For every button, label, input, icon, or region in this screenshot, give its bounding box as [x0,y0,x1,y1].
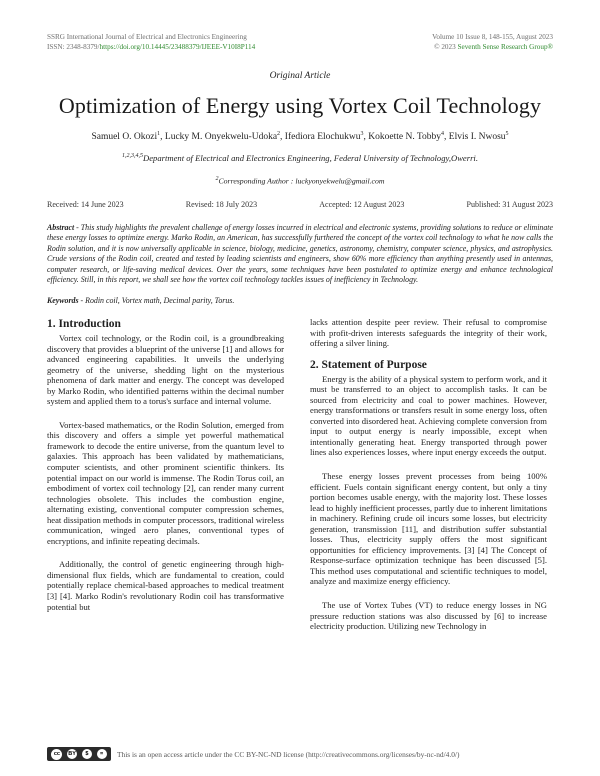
section-title-statement-of-purpose: 2. Statement of Purpose [310,358,427,371]
by-icon: BY [68,751,76,757]
journal-name: SSRG International Journal of Electrical and Electronics Engineering [47,33,247,41]
abstract [47,223,553,285]
affiliation-sup: 1,2,3,4,5 [122,153,144,160]
paragraph: These energy losses prevent processes from being 100% efficient. Fuels contain significant energy content, but only a tiny portion becomes usable energy, with the majority lost. These losses lead to highly inefficient processes, partly due to inherent limitations in machinery. Refining crude oil incurs some losses, but electricity generation, transmission [11], and distribution suffer substantial losses. Thus, electricity supply offers the most significant opportunities for efficiency improvements. [3] [4] The Concept of Response-surface optimization technique has been discussed [5]. This method uses computational and scientific techniques to model, analyze and maximize energy efficiency. [310,471,547,587]
accepted-date: Accepted: 12 August 2023 [319,200,405,209]
doi-link[interactable]: https://doi.org/10.14445/23488379/IJEEE-V10I8P114 [99,42,256,51]
received-date: Received: 14 June 2023 [47,200,124,209]
volume-info: Volume 10 Issue 8, 148-155, August 2023 [432,33,553,41]
right-column [310,317,547,632]
author-name: Kokoette N. Tobby [368,132,442,143]
license-footer [47,746,553,762]
paragraph: The use of Vortex Tubes (VT) to reduce energy losses in NG pressure reduction stations was also discussed by [6] to increase electricity production. Utilizing new Technology in [310,600,547,632]
cc-license-badge[interactable] [47,747,111,761]
history-dates [47,200,553,209]
abstract-text: - This study highlights the prevalent challenge of energy losses incurred in electrical and electronic systems, providing solutions to reduce or eliminate these energy losses to optimize energy. Marko Rodin, an American, has successfully furthered the concept of the vortex coil technology to what he now calls the Rodin solution, and it is now universally applicable in science, biology, medicine, genetics, astronomy, chemistry, computer science, physics, and astrophysics. Crude versions of the Rodin coil, created and tested by leading scientists and engineers, show 60% more efficiency than anything presently used in antennas, computer research, or life-saving medical devices. Over the years, some techniques have been postulated to optimize energy and enhance technological efficiency. Still, in this report, we shall see how the vortex coil technology tackles issues of inefficiency in Technology. [47,223,553,285]
paragraph: lacks attention despite peer review. Their refusal to compromise with profit-driven interests safeguards the integrity of their work, offering a silver lining. [310,317,547,349]
license-text: This is an open access article under the CC BY-NC-ND license (http://creativecommons.org/licenses/by-nc-nd/4.0/) [117,749,460,759]
paper-title: Optimization of Energy using Vortex Coil Technology [58,93,542,118]
author-sup: 1 [157,131,161,137]
keywords-label: Keywords [47,296,79,305]
author-name: Elvis I. Nwosu [448,132,506,143]
paragraph: Energy is the ability of a physical system to perform work, and it must be transferred to an object to accomplish tasks. It can be sourced from electricity and coal to power machines. However, energy transformations or transfers result in some energy loss, often converted into disordered heat. Achieving complete conversion from input to output energy is nearly impossible, except when intentionally generating heat. Energy transported through power lines also experiences losses, where input energy exceeds the output. [310,373,547,458]
abstract-label: Abstract [47,223,75,232]
author-sup: 2 [277,131,281,137]
affiliation-text: Department of Electrical and Electronics Engineering, Federal University of Technology,Owerri. [143,153,478,163]
corresponding-author [0,176,600,186]
article-type: Original Article [269,71,331,81]
cc-icon: cc [51,749,62,760]
left-column [47,317,284,612]
nd-icon: = [97,749,107,759]
section-title-introduction: 1. Introduction [47,318,121,330]
nc-icon: $ [82,749,92,759]
author-name: Samuel O. Okozi [91,132,158,143]
journal-header-left [47,33,255,52]
revised-date: Revised: 18 July 2023 [185,200,258,209]
issn: ISSN: 2348-8379/ [47,42,100,51]
copyright-line [432,43,553,53]
issn-doi-line [47,43,255,53]
paragraph: Additionally, the control of genetic engineering through high-dimensional flux fields, which are fundamental to creation, could potentially replace chemical-based approaches to medical treatment [3] [4]. Marko Rodin's revolutionary Rodin coil has transformative potential but [47,559,284,612]
journal-header-right [432,33,553,52]
published-date: Published: 31 August 2023 [466,200,553,209]
paragraph: Vortex coil technology, or the Rodin coil, is a groundbreaking discovery that provides a blueprint of the universe [1] and allows for advanced engineering capabilities. It unveils the underlying geometry of the universe, shedding light on the mysterious phenomena of dark matter and energy. The concept was developed by Marko Rodin, who identified patterns within the decimal number system and applied them to a torus's surface and internal volume. [47,333,284,407]
author-list: Samuel O. Okozi$^1$, Lucky M. Onyekwelu-Udoka$^2$, Ifediora Elochukwu$^3$, Kokoette N. Tobby$^4$, Elvis I. Nwosu$^5$ [91,131,509,143]
copyright: © 2023 [434,42,458,51]
publisher-link[interactable]: Seventh Sense Research Group® [457,42,553,51]
affiliation [0,153,600,163]
author-name: Ifediora Elochukwu [284,132,361,143]
author-sup: 5 [505,131,509,137]
author-name: Lucky M. Onyekwelu-Udoka [164,132,278,143]
paragraph: Vortex-based mathematics, or the Rodin Solution, emerged from this discovery and offers a simple yet powerful mathematical framework to decode the entire universe, from the quantum level to galaxies. This approach has been validated by mathematicians, computer scientists, and other prominent scientific thinkers. Its potential impact on our world is immense. The Rodin Torus coil, an embodiment of vortex coil technology [2], can render many current technologies obsolete. This includes the combustion engine, alternating existing, conventional computer compression schemes, heat dissipation methods in computer processors, traditional wireless communication, winged aero planes, conventional types of encryptions, and infinite repeating decimals. [47,419,284,546]
corresponding-text: Corresponding Author : luckyonyekwelu@gmail.com [218,176,385,186]
author-sup: 3 [360,131,364,137]
keywords-text: - Rodin coil, Vortex math, Decimal parity, Torus. [78,296,235,305]
corresponding-sup: 2 [215,176,219,182]
keywords [47,296,553,305]
author-sup: 4 [441,131,445,137]
